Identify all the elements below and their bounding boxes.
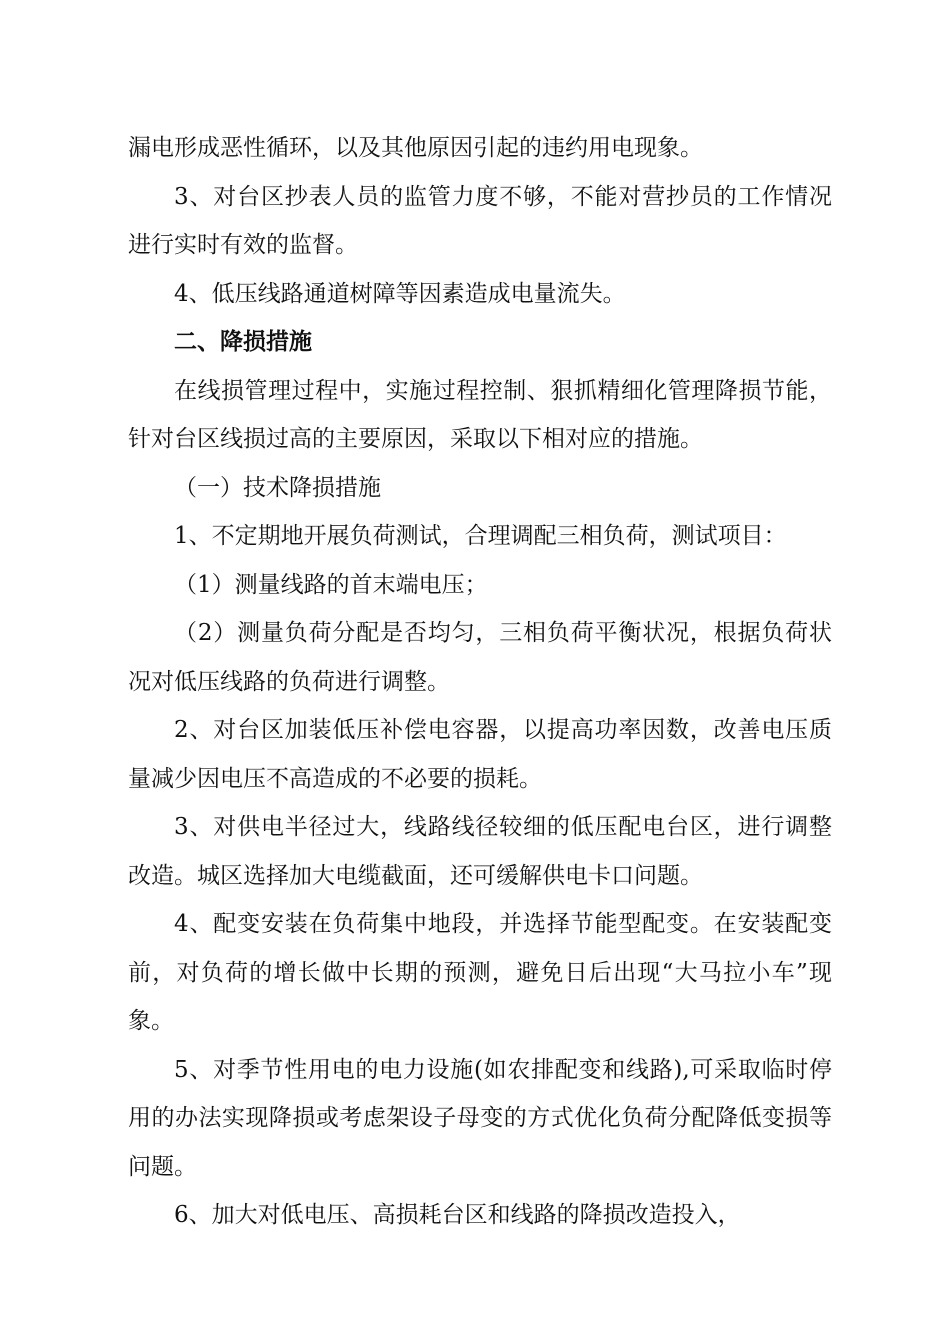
paragraph-meter-reading-supervision: 3、对台区抄表人员的监管力度不够，不能对营抄员的工作情况进行实时有效的监督。 xyxy=(128,183,832,258)
paragraph-load-balance: （2）测量负荷分配是否均匀，三相负荷平衡状况，根据负荷状况对低压线路的负荷进行调整。 xyxy=(128,620,832,695)
subsection-heading-technical-measures: （一）技术降损措施 xyxy=(174,474,381,501)
document-body xyxy=(128,124,832,1240)
section-heading-loss-reduction: 二、降损措施 xyxy=(174,328,312,355)
paragraph-voltage-measurement: （1）测量线路的首末端电压； xyxy=(174,571,488,598)
paragraph-tree-obstruction: 4、低压线路通道树障等因素造成电量流失。 xyxy=(174,280,626,307)
paragraph-loss-management-intro: 在线损管理过程中，实施过程控制、狠抓精细化管理降损节能，针对台区线损过高的主要原因，采取以下相对应的措施。 xyxy=(128,377,832,452)
paragraph-investment-increase: 6、加大对低电压、高损耗台区和线路的降损改造投入， xyxy=(174,1202,741,1228)
paragraph-radius-retrofit: 3、对供电半径过大，线路线径较细的低压配电台区，进行调整改造。城区选择加大电缆截面，还可缓解供电卡口问题。 xyxy=(128,814,832,889)
paragraph-load-testing: 1、不定期地开展负荷测试，合理调配三相负荷，测试项目： xyxy=(174,523,787,549)
paragraph-transformer-siting: 4、配变安装在负荷集中地段，并选择节能型配变。在安装配变前，对负荷的增长做中长期的预测，避免日后出现“大马拉小车”现象。 xyxy=(128,911,832,1034)
paragraph-violation-continuation: 漏电形成恶性循环，以及其他原因引起的违约用电现象。 xyxy=(128,135,703,161)
paragraph-seasonal-facilities: 5、对季节性用电的电力设施(如农排配变和线路),可采取临时停用的办法实现降损或考虑架设子母变的方式优化负荷分配降低变损等问题。 xyxy=(128,1056,832,1180)
paragraph-capacitor-compensation: 2、对台区加装低压补偿电容器，以提高功率因数，改善电压质量减少因电压不高造成的不必要的损耗。 xyxy=(128,717,832,792)
